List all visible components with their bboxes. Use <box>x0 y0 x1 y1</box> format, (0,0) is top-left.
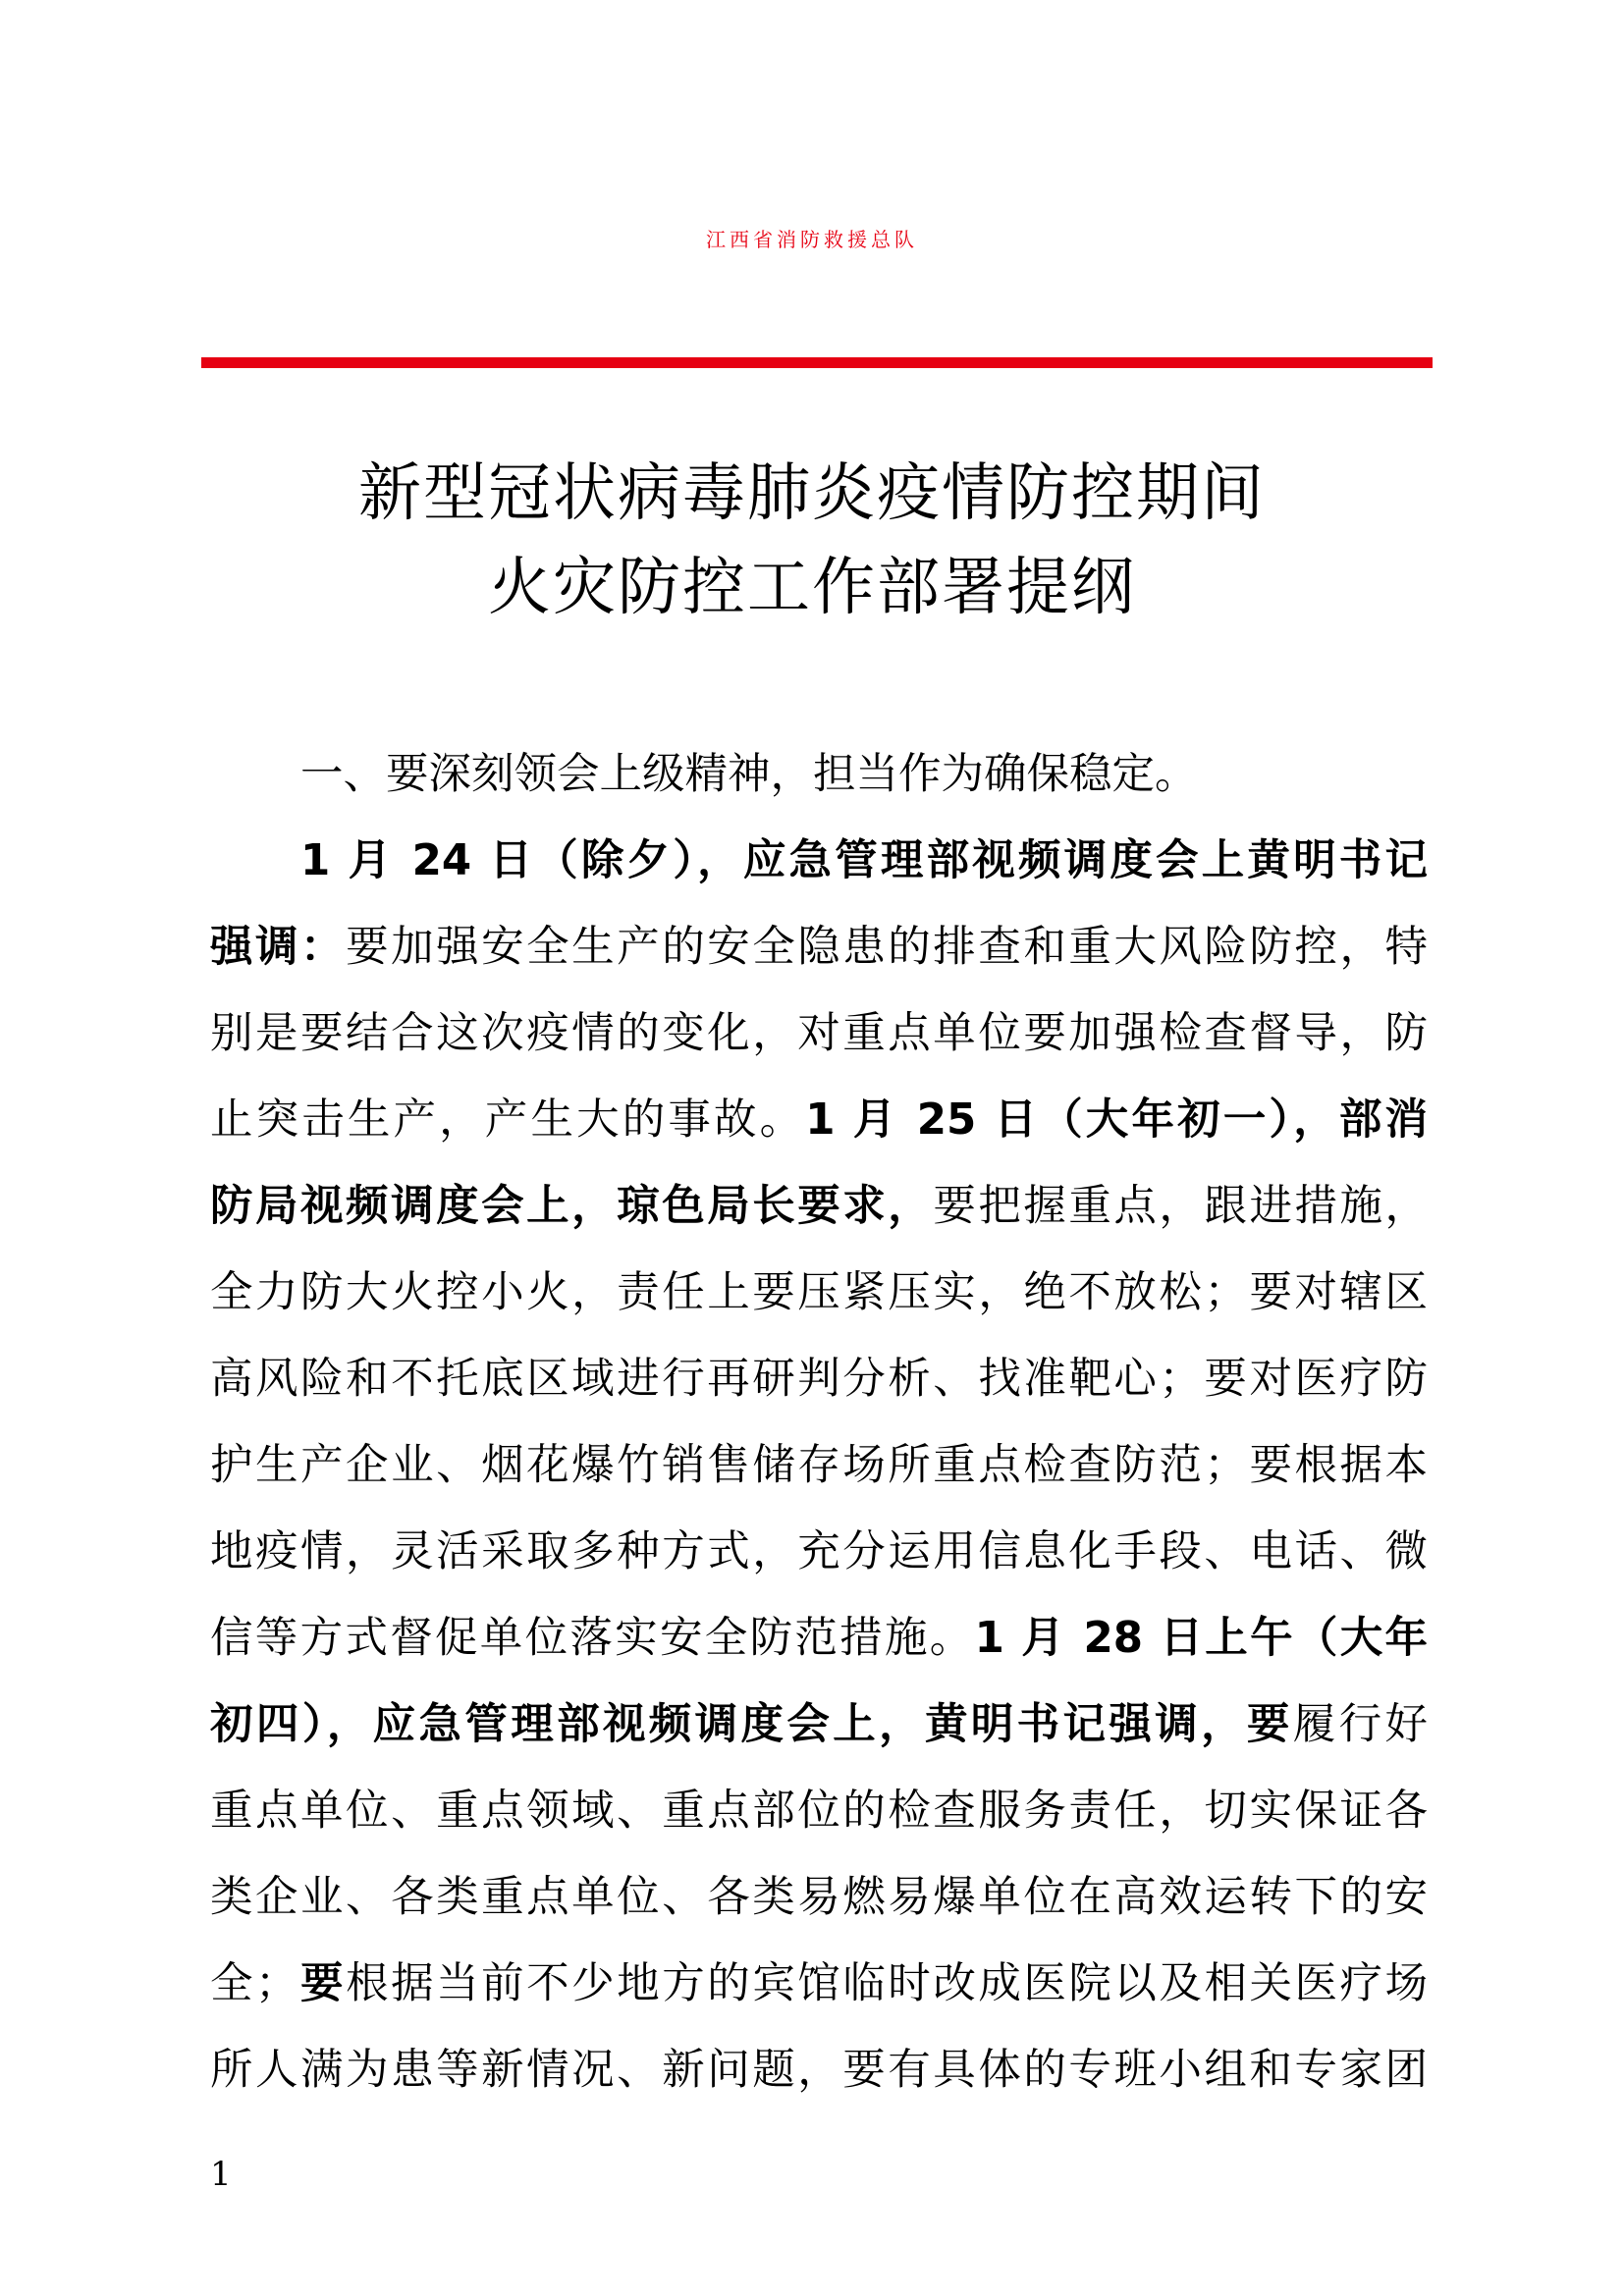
header-red-rule-bar <box>201 357 1433 368</box>
body-line <box>210 904 1428 990</box>
bold-text: 初四），应急管理部视频调度会上，黄明书记强调，要 <box>210 1700 1293 1749</box>
body-text: 全； <box>210 1959 298 2008</box>
header-red-rule <box>201 357 1433 368</box>
body-line: 全力防大火控小火，责任上要压紧压实，绝不放松；要对辖区 <box>210 1268 1428 1317</box>
body-line: 重点单位、重点领域、重点部位的检查服务责任，切实保证各 <box>210 1787 1428 1836</box>
bold-text: 1 月 28 日上午（大年 <box>974 1614 1428 1663</box>
body-line: 护生产企业、烟花爆竹销售储存场所重点检查防范；要根据本 <box>210 1441 1428 1490</box>
title-line-2: 火灾防控工作部署提纲 <box>488 552 1136 624</box>
body-line <box>210 1595 1428 1682</box>
body-line <box>210 818 1428 904</box>
body-text: 止突击生产，产生大的事故。 <box>210 1095 806 1145</box>
section-heading: 一、要深刻领会上级精神，担当作为确保稳定。 <box>300 750 1198 799</box>
bold-text: 1 月 25 日（大年初一），部消 <box>805 1095 1428 1145</box>
body-line <box>210 1682 1428 1768</box>
page-number: 1 <box>210 2155 232 2194</box>
body-line: 地疫情，灵活采取多种方式，充分运用信息化手段、电话、微 <box>210 1527 1428 1576</box>
body-line: 类企业、各类重点单位、各类易燃易爆单位在高效运转下的安 <box>210 1873 1428 1922</box>
body-text: 信等方式督促单位落实安全防范措施。 <box>210 1614 975 1663</box>
bold-text: 强调： <box>210 923 347 972</box>
bold-text: 要 <box>298 1959 347 2008</box>
body-line: 别是要结合这次疫情的变化，对重点单位要加强检查督导，防 <box>210 1009 1428 1058</box>
title-line-1: 新型冠状病毒肺炎疫情防控期间 <box>358 457 1266 530</box>
bold-text: 防局视频调度会上，琼色局长要求， <box>210 1182 934 1231</box>
header-organization: 江西省消防救援总队 <box>706 228 918 251</box>
body-text: 根据当前不少地方的宾馆临时改成医院以及相关医疗场 <box>346 1959 1428 2008</box>
document-title <box>0 447 1624 635</box>
bold-text: 1 月 24 日（除夕），应急管理部视频调度会上黄明书记 <box>300 836 1428 885</box>
body-line: 所人满为患等新情况、新问题，要有具体的专班小组和专家团 <box>210 2046 1428 2095</box>
document-body <box>210 731 1428 2113</box>
body-text: 履行好 <box>1292 1700 1428 1749</box>
body-line <box>210 1163 1428 1250</box>
body-line <box>210 1941 1428 2027</box>
body-line: 高风险和不托底区域进行再研判分析、找准靶心；要对医疗防 <box>210 1355 1428 1404</box>
body-text: 要把握重点，跟进措施， <box>933 1182 1428 1231</box>
body-text: 要加强安全生产的安全隐患的排查和重大风险防控，特 <box>346 923 1428 972</box>
body-line <box>210 1077 1428 1163</box>
